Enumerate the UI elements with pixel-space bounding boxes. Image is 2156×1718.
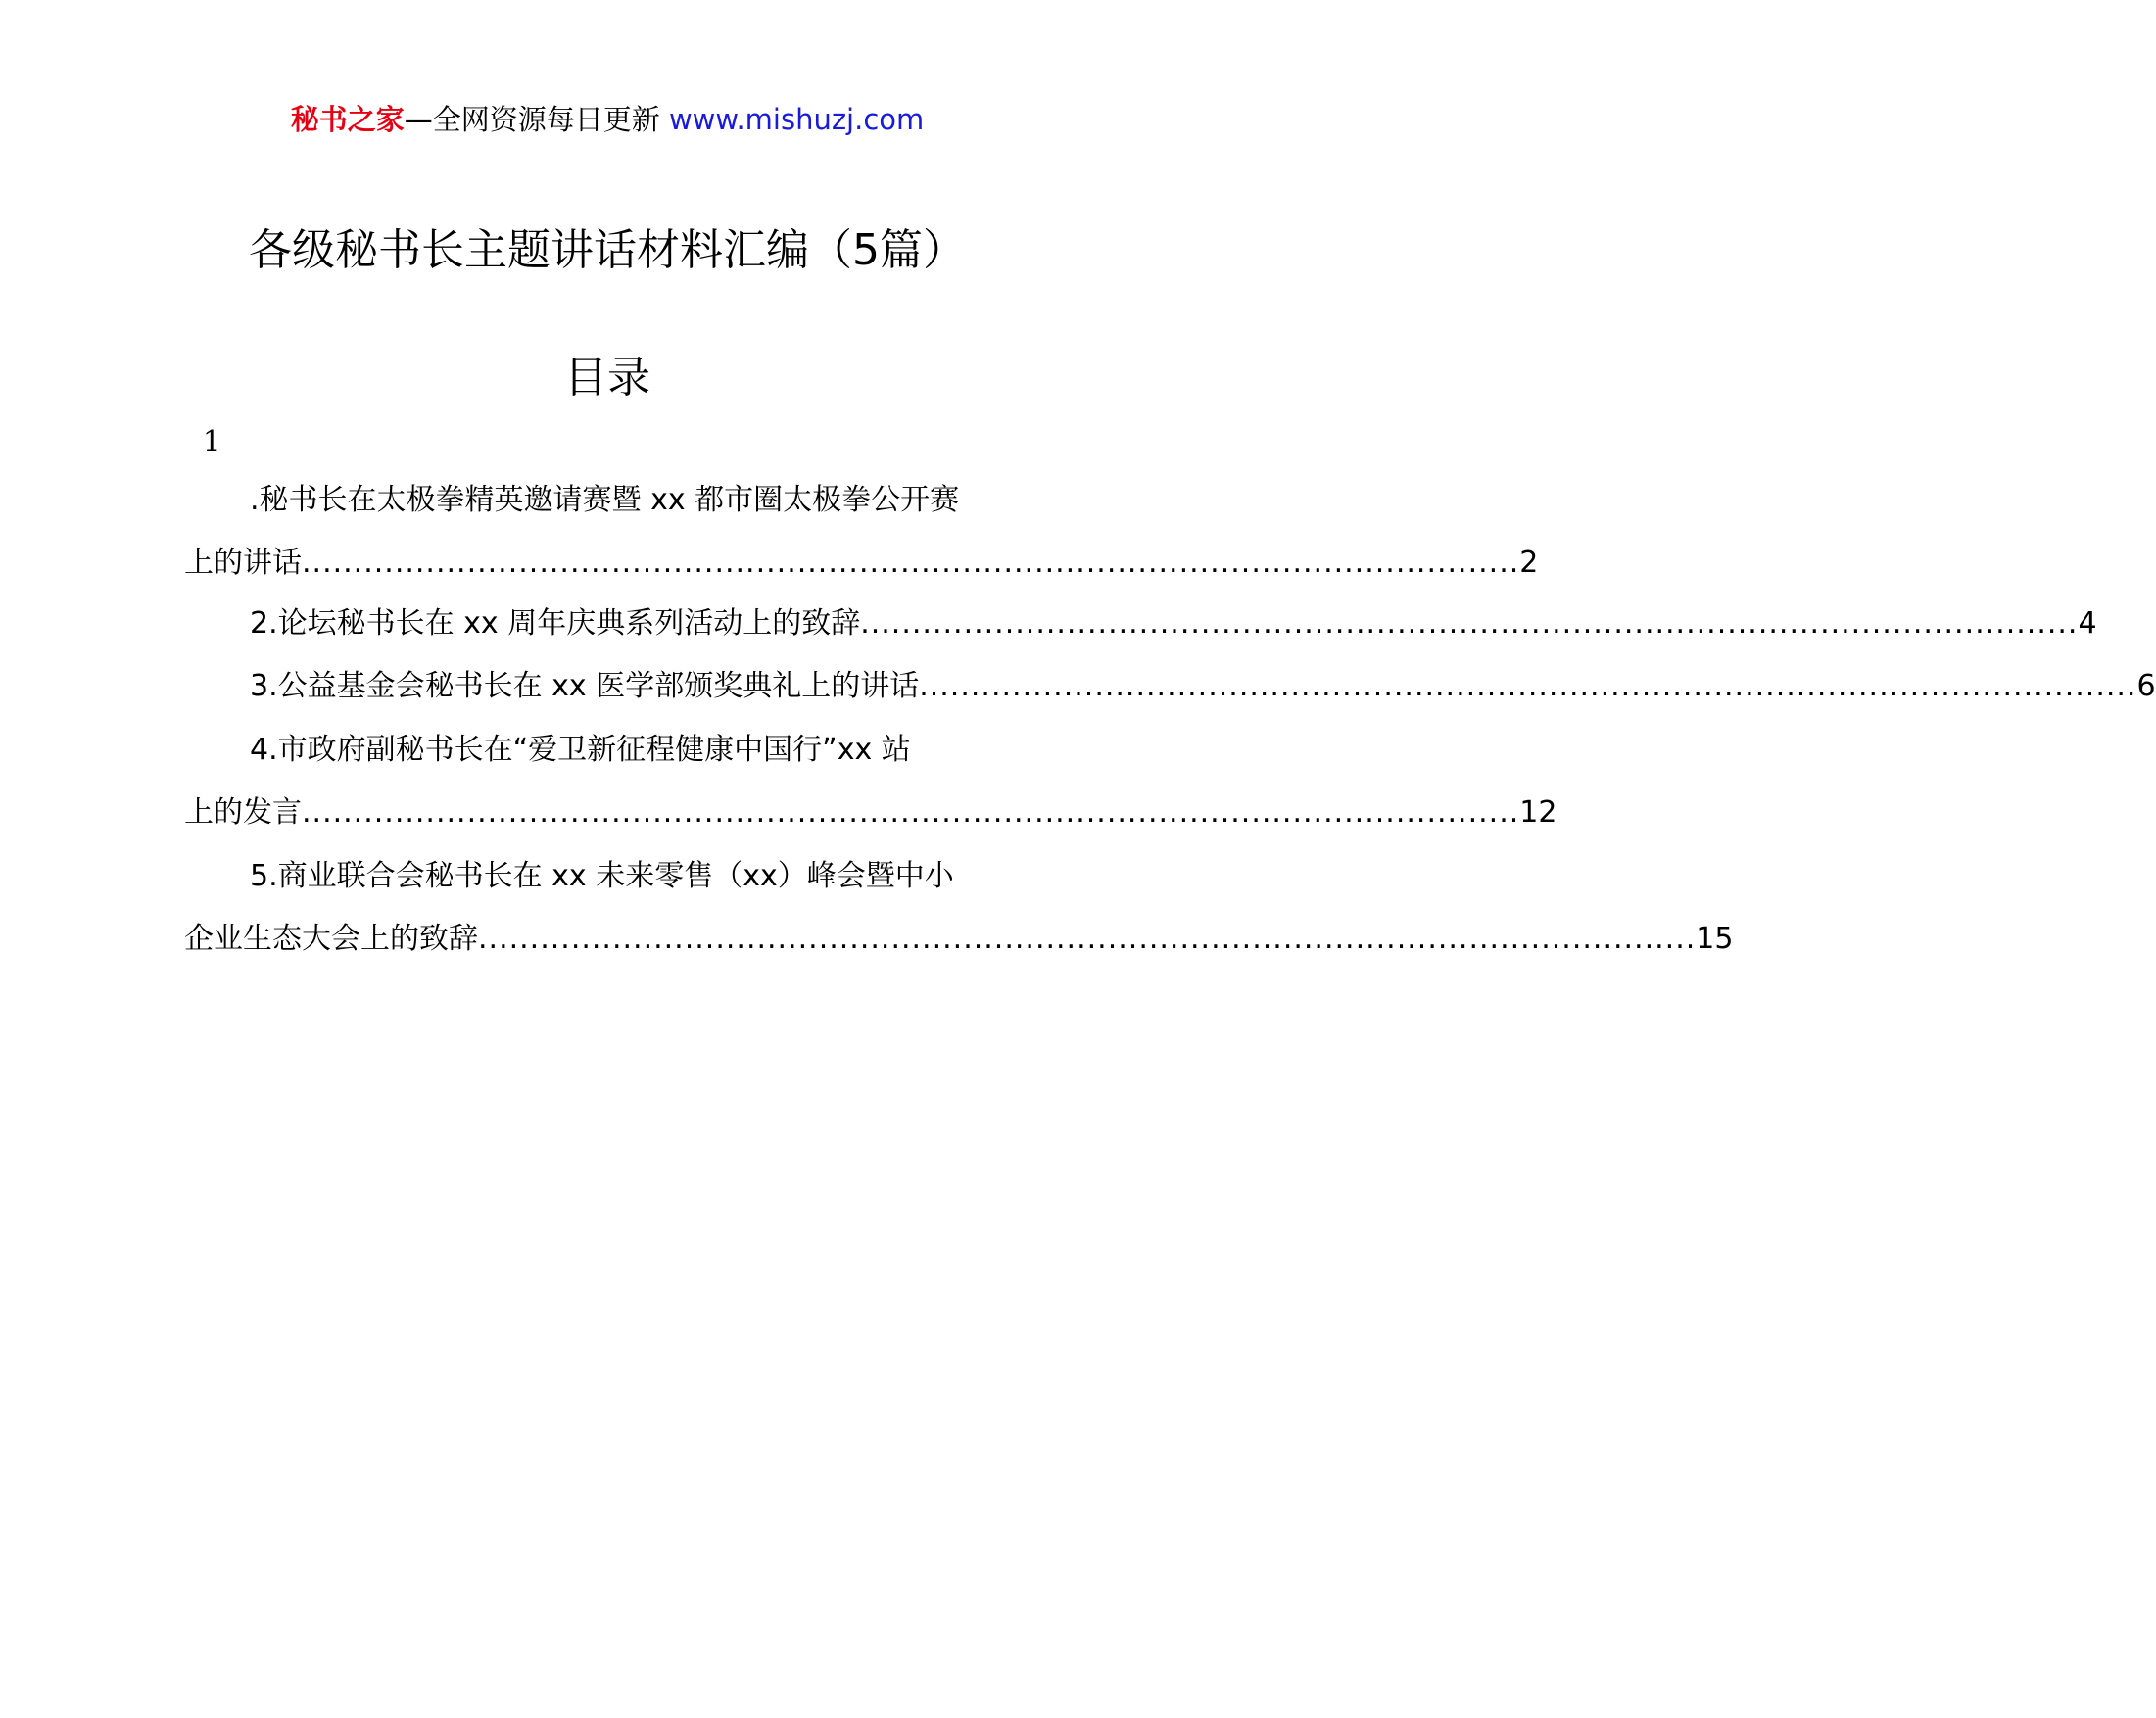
toc-entry-5-line2[interactable] bbox=[184, 918, 1734, 961]
toc-entry-1-line1[interactable]: .秘书长在太极拳精英邀请赛暨 xx 都市圈太极拳公开赛 bbox=[250, 483, 960, 517]
site-url-link[interactable]: www.mishuzj.com bbox=[668, 103, 925, 136]
toc-entry-3-page: 6 bbox=[2136, 669, 2156, 703]
dot-leader: ...................................................................................................................... bbox=[919, 669, 2137, 703]
toc-entry-4-line1[interactable]: 4.市政府副秘书长在“爱卫新征程健康中国行”xx 站 bbox=[250, 733, 911, 767]
site-banner bbox=[0, 100, 1215, 139]
dot-leader: ...................................................................................................................... bbox=[302, 546, 1520, 580]
toc-entry-1-page: 2 bbox=[1519, 546, 1539, 580]
toc-entry-1-line2[interactable] bbox=[184, 542, 1539, 585]
dot-leader: ...................................................................................................................... bbox=[860, 606, 2079, 641]
toc-entry-3[interactable] bbox=[250, 665, 2156, 708]
toc-entry-2[interactable] bbox=[250, 602, 2097, 645]
toc-entry-5-text: 企业生态大会上的致辞 bbox=[184, 922, 478, 956]
dot-leader: ...................................................................................................................... bbox=[302, 795, 1520, 830]
brand-name: 秘书之家 bbox=[290, 103, 405, 136]
list-number: 1 bbox=[203, 424, 221, 457]
dot-leader: ...................................................................................................................... bbox=[478, 922, 1697, 956]
toc-heading: 目录 bbox=[564, 353, 650, 403]
toc-entry-5-page: 15 bbox=[1696, 922, 1734, 956]
toc-entry-3-text: 3.公益基金会秘书长在 xx 医学部颁奖典礼上的讲话 bbox=[250, 669, 920, 703]
banner-tagline: —全网资源每日更新 bbox=[404, 103, 660, 136]
toc-entry-2-text: 2.论坛秘书长在 xx 周年庆典系列活动上的致辞 bbox=[250, 606, 861, 641]
toc-entry-4-text: 上的发言 bbox=[184, 795, 302, 830]
toc-entry-4-page: 12 bbox=[1519, 795, 1557, 830]
toc-entry-2-page: 4 bbox=[2078, 606, 2097, 641]
toc-entry-5-line1[interactable]: 5.商业联合会秘书长在 xx 未来零售（xx）峰会暨中小 bbox=[250, 859, 954, 893]
document-title: 各级秘书长主题讲话材料汇编（5篇） bbox=[249, 225, 966, 275]
toc-entry-1-text: 上的讲话 bbox=[184, 546, 302, 580]
toc-entry-4-line2[interactable] bbox=[184, 791, 1557, 835]
